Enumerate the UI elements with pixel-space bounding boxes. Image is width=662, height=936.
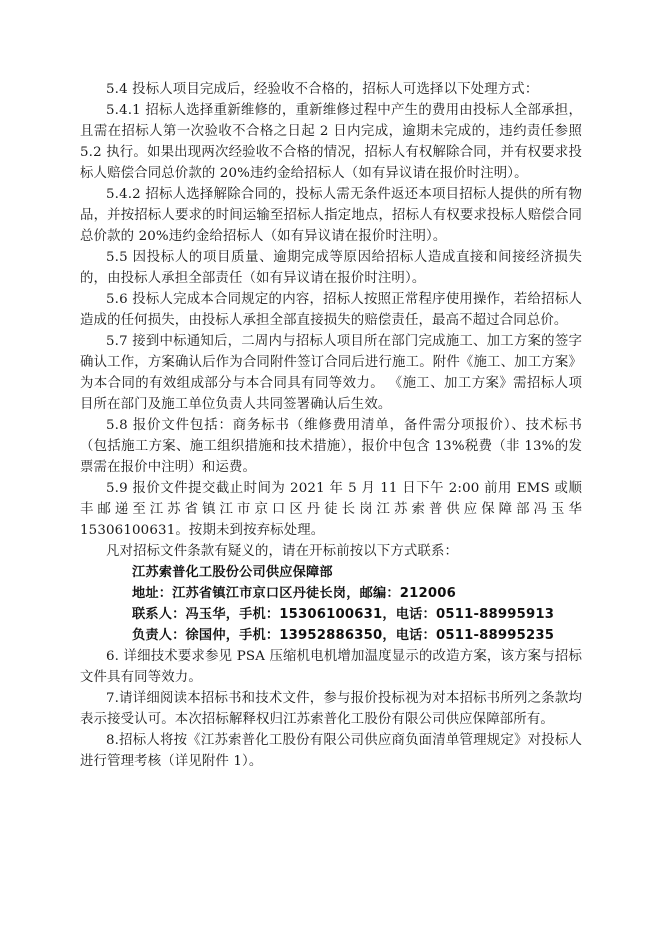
inquiry-intro: 凡对招标文件条款有疑义的，请在开标前按以下方式联系： [106, 544, 459, 559]
clause-5-4-1: 5.4.1 招标人选择重新维修的，重新维修过程中产生的费用由投标人全部承担，且需在招标人第一次验收不合格之日起 2 日内完成，逾期未完成的，违约责任参照 5.2 执行。如果出现两次经验收不合格的情况，招标人有权解除合同，并有权要求投标人赔偿合同总价款的 20%违约金给招标人（如有异议请在报价时注明）。 [80, 103, 582, 181]
contact-person: 联系人：冯玉华，手机：15306100631，电话：0511-88995913 [132, 607, 555, 622]
clause-5-5: 5.5 因投标人的项目质量、逾期完成等原因给招标人造成直接和间接经济损失的，由投标人承担全部责任（如有异议请在报价时注明）。 [80, 250, 582, 286]
clause-5-9: 5.9 报价文件提交截止时间为 2021 年 5 月 11 日下午 2:00 前用 EMS 或顺丰邮递至江苏省镇江市京口区丹徒长岗江苏索普供应保障部冯玉华 15306100631。按期未到按弃标处理。 [80, 481, 582, 538]
contact-block [132, 562, 582, 646]
contact-address: 地址：江苏省镇江市京口区丹徒长岗，邮编：212006 [132, 586, 457, 601]
clause-5-8: 5.8 报价文件包括：商务标书（维修费用清单，备件需分项报价）、技术标书（包括施工方案、施工组织措施和技术措施），报价中包含 13%税费（非 13%的发票需在报价中注明）和运费。 [80, 418, 582, 475]
contact-responsible: 负责人：徐国仲，手机：13952886350，电话：0511-88995235 [132, 628, 555, 643]
clause-5-6: 5.6 投标人完成本合同规定的内容，招标人按照正常程序使用操作，若给招标人造成的任何损失，由投标人承担全部直接损失的赔偿责任，最高不超过合同总价。 [80, 292, 582, 328]
clause-5-7: 5.7 接到中标通知后，二周内与招标人项目所在部门完成施工、加工方案的签字确认工作，方案确认后作为合同附件签订合同后进行施工。附件《施工、加工方案》为本合同的有效组成部分与本合同具有同等效力。 《施工、加工方案》需招标人项目所在部门及施工单位负责人共同签署确认后生效。 [80, 334, 582, 412]
clause-7: 7.请详细阅读本招标书和技术文件，参与报价投标视为对本招标书所列之条款均表示接受认可。本次招标解释权归江苏索普化工股份有限公司供应保障部所有。 [80, 691, 582, 727]
clause-8: 8.招标人将按《江苏索普化工股份有限公司供应商负面清单管理规定》对投标人进行管理考核（详见附件 1）。 [80, 733, 582, 769]
clause-6: 6. 详细技术要求参见 PSA 压缩机电机增加温度显示的改造方案，该方案与招标文件具有同等效力。 [80, 649, 582, 685]
document-page [80, 79, 582, 772]
contact-department: 江苏索普化工股份公司供应保障部 [132, 565, 333, 580]
clause-5-4-2: 5.4.2 招标人选择解除合同的，投标人需无条件返还本项目招标人提供的所有物品，并按招标人要求的时间运输至招标人指定地点，招标人有权要求投标人赔偿合同总价款的 20%违约金给招标人（如有异议请在报价时注明）。 [80, 187, 582, 244]
clause-5-4: 5.4 投标人项目完成后，经验收不合格的，招标人可选择以下处理方式： [106, 82, 539, 97]
